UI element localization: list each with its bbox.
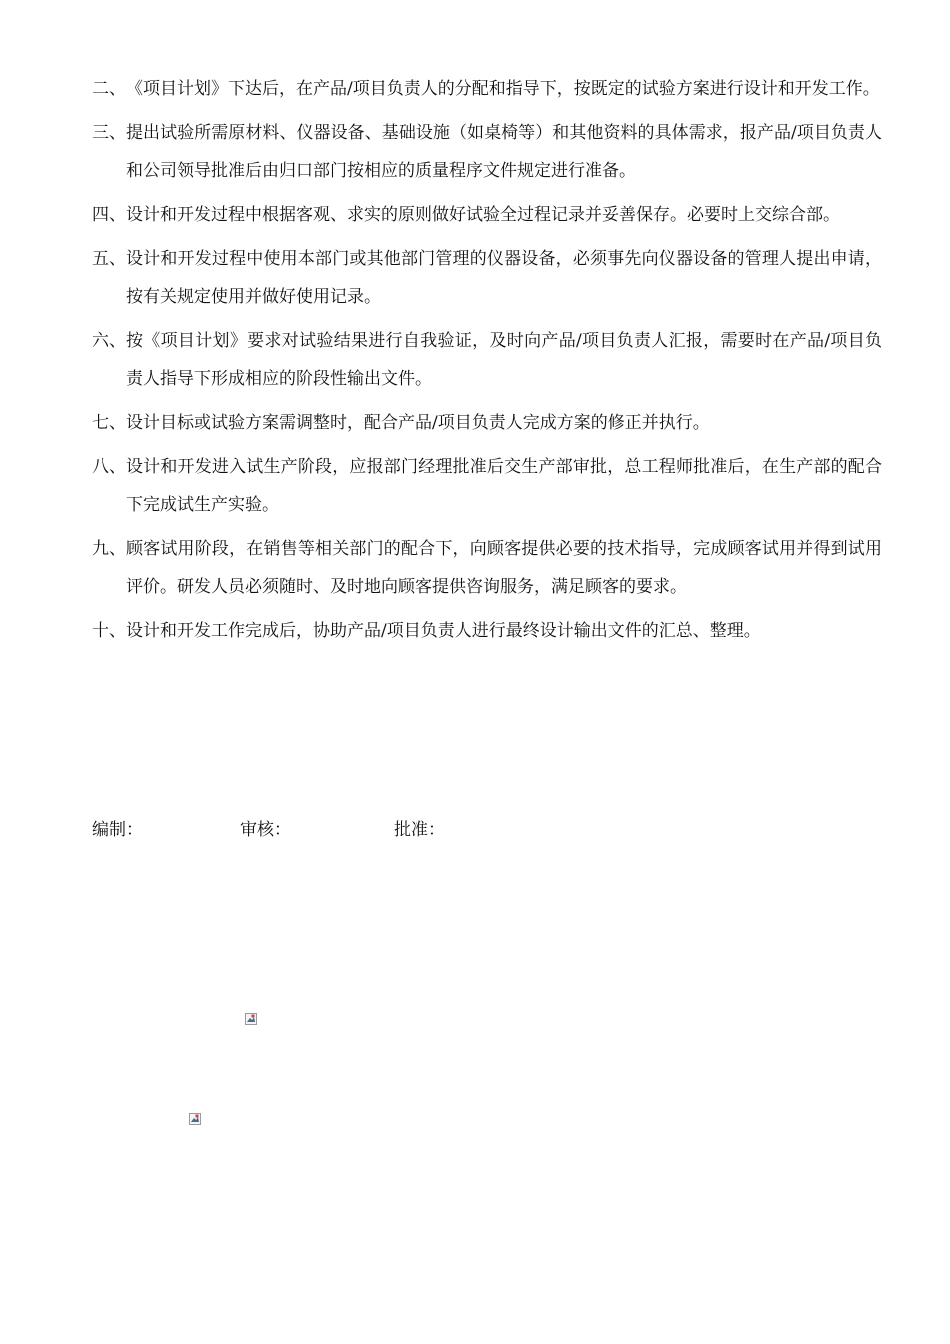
clause-text: 按《项目计划》要求对试验结果进行自我验证，及时向产品/项目负责人汇报，需要时在产品/项目负责人指导下形成相应的阶段性输出文件。 <box>126 331 882 389</box>
clause-text: 设计和开发进入试生产阶段，应报部门经理批准后交生产部审批，总工程师批准后，在生产部的配合下完成试生产实验。 <box>126 457 882 515</box>
clause-number: 十、 <box>92 621 126 641</box>
clause-item <box>92 322 882 398</box>
clause-number: 七、 <box>92 413 126 433</box>
clause-list <box>92 70 882 656</box>
clause-item <box>92 70 882 108</box>
clause-text: 设计和开发工作完成后，协助产品/项目负责人进行最终设计输出文件的汇总、整理。 <box>126 621 761 641</box>
clause-text: 设计和开发过程中根据客观、求实的原则做好试验全过程记录并妥善保存。必要时上交综合部。 <box>126 205 840 225</box>
clause-number: 九、 <box>92 539 126 559</box>
clause-item <box>92 612 882 650</box>
clause-number: 二、 <box>92 79 126 99</box>
clause-number: 八、 <box>92 457 126 477</box>
clause-item <box>92 114 882 190</box>
signature-row <box>92 815 692 845</box>
clause-text: 《项目计划》下达后，在产品/项目负责人的分配和指导下，按既定的试验方案进行设计和开发工作。 <box>126 79 880 99</box>
approved-by-label: 批准： <box>394 820 445 840</box>
broken-image-icon <box>245 1013 257 1025</box>
clause-item <box>92 530 882 606</box>
clause-number: 四、 <box>92 205 126 225</box>
clause-text: 提出试验所需原材料、仪器设备、基础设施（如桌椅等）和其他资料的具体需求，报产品/项目负责人和公司领导批准后由归口部门按相应的质量程序文件规定进行准备。 <box>126 123 882 181</box>
clause-number: 三、 <box>92 123 126 143</box>
clause-text: 顾客试用阶段，在销售等相关部门的配合下，向顾客提供必要的技术指导，完成顾客试用并得到试用评价。研发人员必须随时、及时地向顾客提供咨询服务，满足顾客的要求。 <box>126 539 882 597</box>
clause-text: 设计目标或试验方案需调整时，配合产品/项目负责人完成方案的修正并执行。 <box>126 413 710 433</box>
clause-number: 六、 <box>92 331 126 351</box>
broken-image-icon <box>189 1113 201 1125</box>
clause-text: 设计和开发过程中使用本部门或其他部门管理的仪器设备，必须事先向仪器设备的管理人提出申请，按有关规定使用并做好使用记录。 <box>126 249 882 307</box>
reviewed-by-label: 审核： <box>240 820 291 840</box>
clause-number: 五、 <box>92 249 126 269</box>
clause-item <box>92 196 882 234</box>
clause-item <box>92 448 882 524</box>
clause-item <box>92 240 882 316</box>
clause-item <box>92 404 882 442</box>
compiled-by-label: 编制： <box>92 820 143 840</box>
